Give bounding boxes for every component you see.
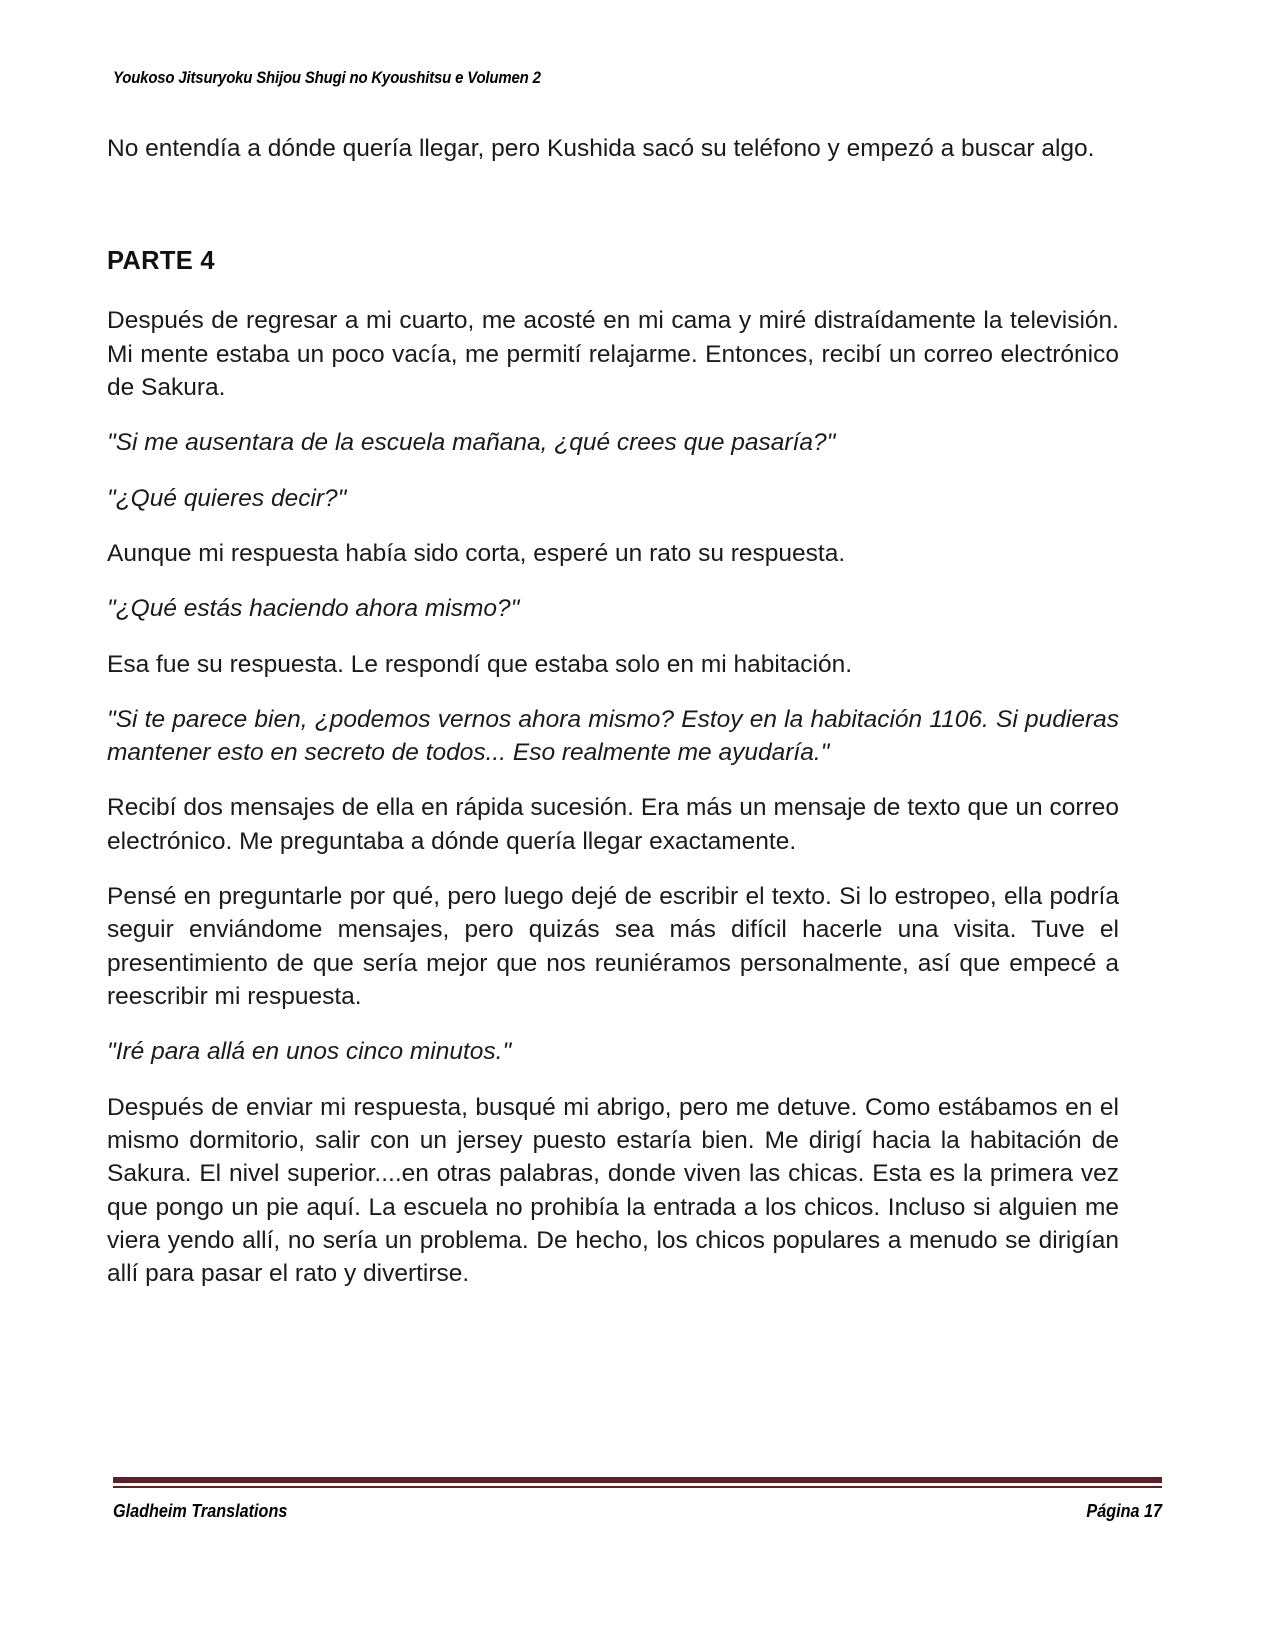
paragraph: Aunque mi respuesta había sido corta, esperé un rato su respuesta. [107,539,846,567]
paragraph: Después de regresar a mi cuarto, me acosté en mi cama y miré distraídamente la televisión. Mi mente estaba un poco vacía, me permití relajarme. Entonces, recibí un correo electrónico de Sakura. [107,307,1119,401]
page-footer [113,1477,1162,1522]
quote-paragraph: "Si me ausentara de la escuela mañana, ¿qué crees que pasaría?" [107,429,836,457]
page-header [113,68,1123,88]
document-body [107,132,1119,1313]
heading-spacer-bottom [107,276,1119,304]
footer-rule-thin [113,1486,1162,1488]
paragraph: Recibí dos mensajes de ella en rápida sucesión. Era más un mensaje de texto que un correo electrónico. Me preguntaba a dónde quería llegar exactamente. [107,794,1119,855]
quote-paragraph: "¿Qué estás haciendo ahora mismo?" [107,595,520,623]
heading-spacer-top [107,187,1119,247]
quote-paragraph: "Iré para allá en unos cinco minutos." [107,1038,512,1066]
paragraph: Después de enviar mi respuesta, busqué mi abrigo, pero me detuve. Como estábamos en el mismo dormitorio, salir con un jersey puesto estaría bien. Me dirigí hacia la habitación de Sakura. El nivel superior....en otras palabras, donde viven las chicas. Esta es la primera vez que pongo un pie aquí. La escuela no prohibía la entrada a los chicos. Incluso si alguien me viera yendo allí, no sería un problema. De hecho, los chicos populares a menudo se dirigían allí para pasar el rato y divertirse. [107,1093,1119,1288]
quote-paragraph: "¿Qué quieres decir?" [107,484,347,512]
footer-page-number: Página 17 [1086,1501,1162,1521]
part-heading: PARTE 4 [107,247,215,276]
paragraph: Esa fue su respuesta. Le respondí que estaba solo en mi habitación. [107,650,853,678]
paragraph: Pensé en preguntarle por qué, pero luego dejé de escribir el texto. Si lo estropeo, ella podría seguir enviándome mensajes, pero quizás sea más difícil hacerle una visita. Tuve el presentimiento de que sería mejor que nos reuniéramos personalmente, así que empecé a reescribir mi respuesta. [107,883,1119,1010]
intro-paragraph: No entendía a dónde quería llegar, pero Kushida sacó su teléfono y empezó a buscar algo. [107,135,1095,162]
quote-paragraph: "Si te parece bien, ¿podemos vernos ahora mismo? Estoy en la habitación 1106. Si pudieras mantener esto en secreto de todos... Eso realmente me ayudaría." [107,705,1119,767]
footer-translator-credit: Gladheim Translations [113,1501,288,1521]
footer-row [113,1501,1162,1522]
header-title: Youkoso Jitsuryoku Shijou Shugi no Kyoushitsu e Volumen 2 [113,68,541,87]
